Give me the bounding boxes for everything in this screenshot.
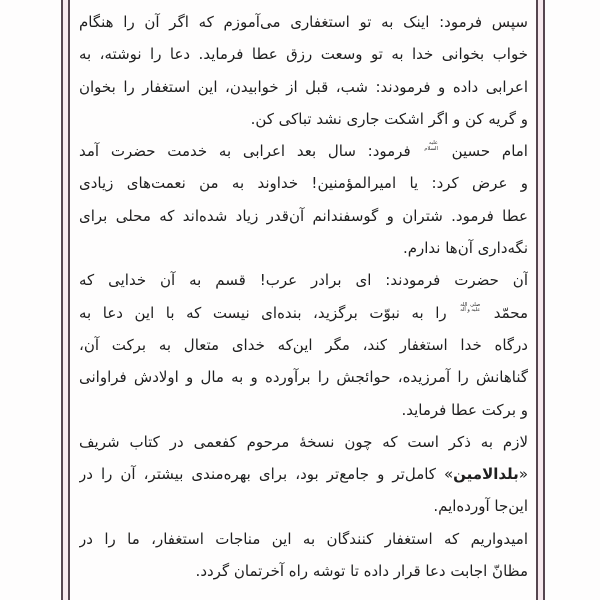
text-segment: سپس فرمود: اینک به تو استغفاری می‌آموزم که اگر آن را هنگام xyxy=(79,13,528,31)
text-line xyxy=(79,135,528,167)
text-segment: » کامل‌تر و جامع‌تر بود، برای بهره‌مندی بیشتر، آن را در xyxy=(79,465,454,484)
text-line xyxy=(79,167,528,199)
paragraph xyxy=(79,135,528,264)
honorific-top: صلی الله xyxy=(460,301,481,308)
paragraph xyxy=(79,523,528,588)
text-segment: فرمود: سال بعد اعرابی به خدمت حضرت آمد xyxy=(79,142,423,161)
text-segment: محمّد xyxy=(482,303,528,322)
text-line xyxy=(79,71,528,103)
text-line xyxy=(79,200,528,232)
text-line xyxy=(79,103,528,135)
paragraph xyxy=(79,426,528,523)
text-segment: امام حسین xyxy=(439,142,528,161)
text-line xyxy=(79,394,528,426)
honorific-top: علیه xyxy=(429,140,438,147)
text-segment: و عرض کرد: یا امیرالمؤمنین! خداوند به من نعمت‌های زیادی xyxy=(79,174,528,193)
text-segment: و برکت عطا فرماید. xyxy=(401,400,528,419)
text-segment: مظانّ اجابت دعا قرار داده تا توشه راه آخرتمان گردد. xyxy=(195,562,528,581)
text-segment: اعرابی داده و فرمودند: شب، قبل از خوابیدن، این استغفار را بخوان xyxy=(79,77,528,96)
book-title-bold: بلدالامین xyxy=(453,465,519,484)
text-segment: نگه‌داری آن‌ها ندارم. xyxy=(402,239,528,258)
text-segment: گناهانش را آمرزیده، حوائجش را برآورده و به مال و اولادش فراوانی xyxy=(79,368,528,387)
honorific-bottom: علیه و آله xyxy=(460,307,481,314)
text-segment: « xyxy=(518,465,528,484)
text-line xyxy=(79,329,528,361)
text-segment: آن حضرت فرمودند: ای برادر عرب! قسم به آن خدایی که xyxy=(79,271,528,290)
text-segment: لازم به ذکر است که چون نسخهٔ مرحوم کفعمی در کتاب شریف xyxy=(79,432,528,451)
alayhis-salam-symbol xyxy=(424,141,437,152)
page-border-right xyxy=(536,0,545,600)
text-line xyxy=(79,458,528,490)
sallallahu-alayhi-symbol xyxy=(460,303,480,314)
text-segment: را به نبوّت برگزید، بنده‌ای نیست که با این دعا به xyxy=(79,303,459,322)
text-line xyxy=(79,297,528,329)
text-line xyxy=(79,232,528,264)
text-segment: و گریه کن و اگر اشکت جاری نشد تباکی کن. xyxy=(250,109,528,128)
text-line xyxy=(79,361,528,393)
text-line xyxy=(79,523,528,555)
text-line xyxy=(79,490,528,522)
text-segment: خواب بخوانی خدا به تو وسعت رزق عطا فرماید. دعا را نوشته، به xyxy=(79,45,528,64)
text-line xyxy=(79,6,528,38)
text-line xyxy=(79,555,528,587)
paragraph xyxy=(79,6,528,135)
text-column xyxy=(79,6,528,587)
honorific-bottom: السلام xyxy=(424,145,438,152)
page-border-left xyxy=(61,0,70,600)
text-segment: عطا فرمود. شتران و گوسفندانم آن‌قدر زیاد شده‌اند که محلی برای xyxy=(79,206,528,225)
text-segment: این‌جا آورده‌ایم. xyxy=(433,497,528,516)
text-line xyxy=(79,426,528,458)
text-segment: امیدواریم که استغفار کنندگان به این مناجات استغفار، ما را در xyxy=(79,529,528,548)
text-line xyxy=(79,264,528,296)
paragraph xyxy=(79,264,528,425)
text-line xyxy=(79,38,528,70)
text-segment: درگاه خدا استغفار کند، مگر این‌که خدای متعال به برکت آن، xyxy=(79,335,528,354)
